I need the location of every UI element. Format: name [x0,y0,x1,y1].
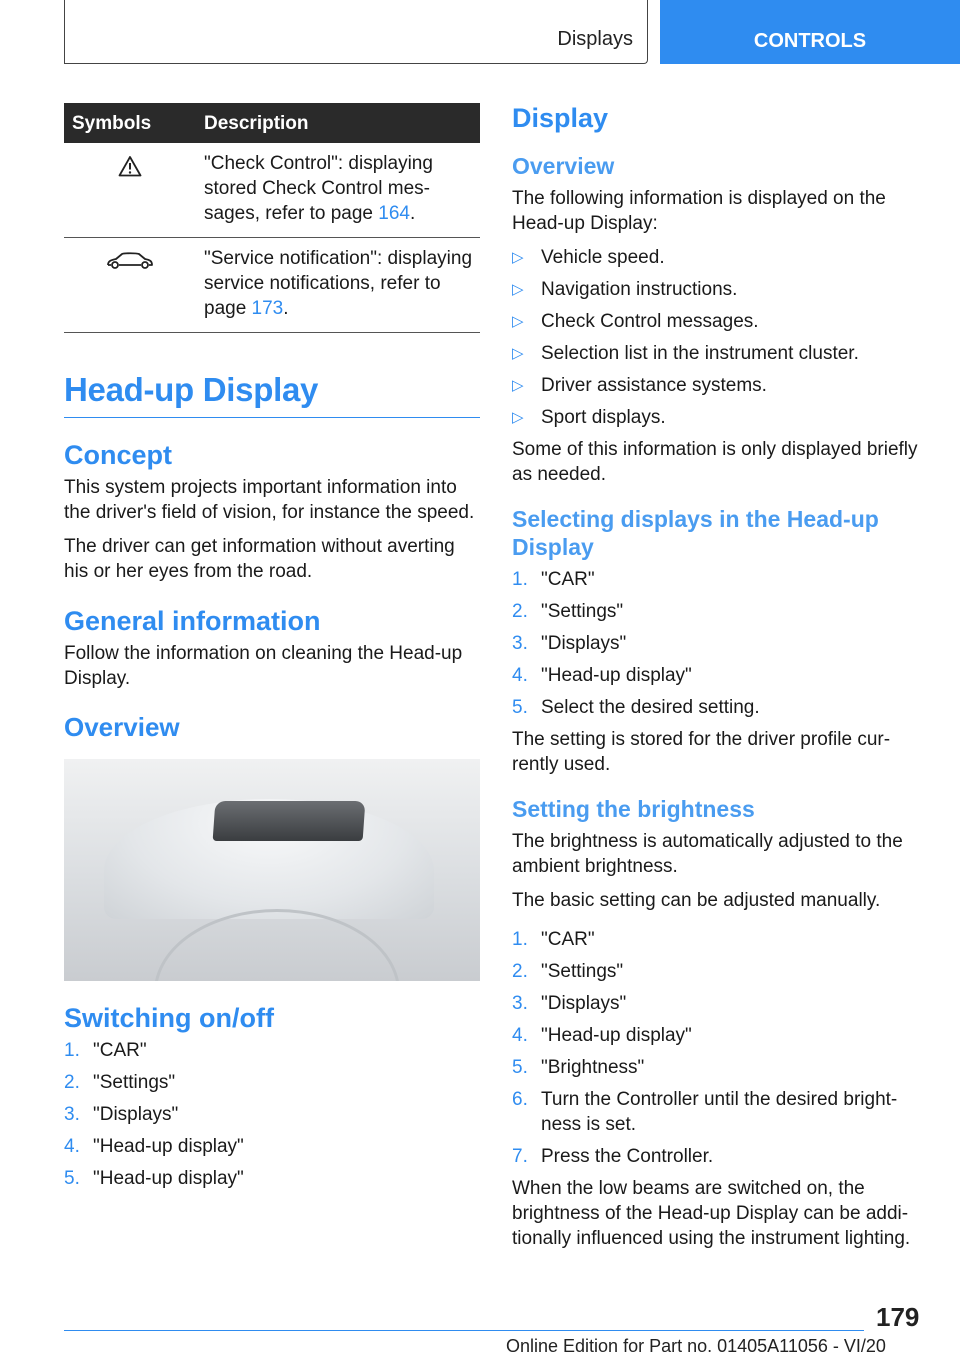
display-heading: Display [512,103,609,133]
list-item: 5. Select the desired setting. [512,697,760,718]
select-paragraph: The setting is stored for the driver profile cur-rently used. [512,729,891,775]
select-heading: Selecting displays in the Head-up Display [512,506,879,560]
overview-paragraph: The following information is displayed on the Head-up Display: [512,188,886,234]
right-column [512,103,922,1260]
table-cell-description: "Service notification": displaying service notifications, refer to page 173. [196,238,480,333]
concept-paragraph: The driver can get information without averting his or her eyes from the road. [64,536,455,582]
page-number: 179 [876,1302,920,1332]
list-item: 1. "CAR" [512,929,595,950]
car-icon [105,250,155,270]
page-link[interactable]: 173 [251,298,284,319]
triangle-bullet-icon: ▷ [512,281,524,298]
list-item: 3. "Displays" [512,993,627,1014]
overview-heading: Overview [64,712,180,742]
header-section-label: Displays [557,28,633,50]
triangle-bullet-icon: ▷ [512,409,524,426]
header-chapter-label: CONTROLS [753,29,867,52]
switch-steps-list [64,1038,480,1191]
table-cell-description: "Check Control": displaying stored Check Control mes-sages, refer to page 164. [196,143,480,238]
brightness-heading: Setting the brightness [512,796,755,822]
brightness-paragraph: The brightness is automatically adjusted to the ambient brightness. [512,831,903,877]
list-item: ▷ Check Control messages. [512,311,759,332]
list-item: ▷ Selection list in the instrument cluster. [512,343,859,364]
list-item: 2. "Settings" [64,1072,176,1093]
table-row [64,238,480,333]
general-heading: General information [64,606,321,636]
overview-paragraph: Some of this information is only displayed briefly as needed. [512,439,918,485]
list-item: 2. "Settings" [512,961,624,982]
left-column [64,103,480,1198]
concept-heading: Concept [64,440,172,470]
triangle-bullet-icon: ▷ [512,249,524,266]
brightness-paragraph: When the low beams are switched on, the brightness of the Head-up Display can be addi-tionally influenced using the instrument lighting. [512,1178,911,1249]
brightness-paragraph: The basic setting can be adjusted manually. [512,890,881,911]
list-item: 2. "Settings" [512,601,624,622]
list-item: 4. "Head-up display" [512,1025,692,1046]
brightness-steps-list [512,927,922,1169]
list-item: ▷ Sport displays. [512,407,666,428]
triangle-bullet-icon: ▷ [512,313,524,330]
page-link[interactable]: 164 [378,203,410,224]
list-item: 3. "Displays" [64,1104,179,1125]
list-item: 6. Turn the Controller until the desired bright-ness is set. [512,1089,898,1135]
symbols-table [64,103,480,333]
concept-paragraph: This system projects important information into the driver's field of vision, for instance the speed. [64,477,475,523]
section-title: Head-up Display [64,371,480,418]
list-item: 1. "CAR" [512,569,595,590]
head-up-display-photo [64,759,480,981]
list-item: 5. "Head-up display" [64,1168,244,1189]
list-item: 5. "Brightness" [512,1057,645,1078]
overview-list [512,245,922,430]
list-item: 4. "Head-up display" [64,1136,244,1157]
table-row [64,143,480,238]
list-item: ▷ Vehicle speed. [512,247,665,268]
switch-heading: Switching on/off [64,1003,274,1033]
description-header: Description [196,103,480,143]
general-paragraph: Follow the information on cleaning the Head-up Display. [64,643,463,689]
select-steps-list [512,567,922,720]
triangle-bullet-icon: ▷ [512,377,524,394]
footer-edition: Online Edition for Part no. 01405A11056 - VI/20 [506,1336,886,1356]
list-item: ▷ Navigation instructions. [512,279,738,300]
header-chapter-tab [660,0,960,64]
list-item: 1. "CAR" [64,1040,147,1061]
overview-heading: Overview [512,153,615,179]
symbols-header: Symbols [64,103,196,143]
list-item: 7. Press the Controller. [512,1146,714,1167]
triangle-bullet-icon: ▷ [512,345,524,362]
list-item: ▷ Driver assistance systems. [512,375,767,396]
warning-triangle-icon [118,155,142,177]
header-section-tab [64,0,648,64]
list-item: 3. "Displays" [512,633,627,654]
list-item: 4. "Head-up display" [512,665,692,686]
footer-rule [64,1330,864,1331]
